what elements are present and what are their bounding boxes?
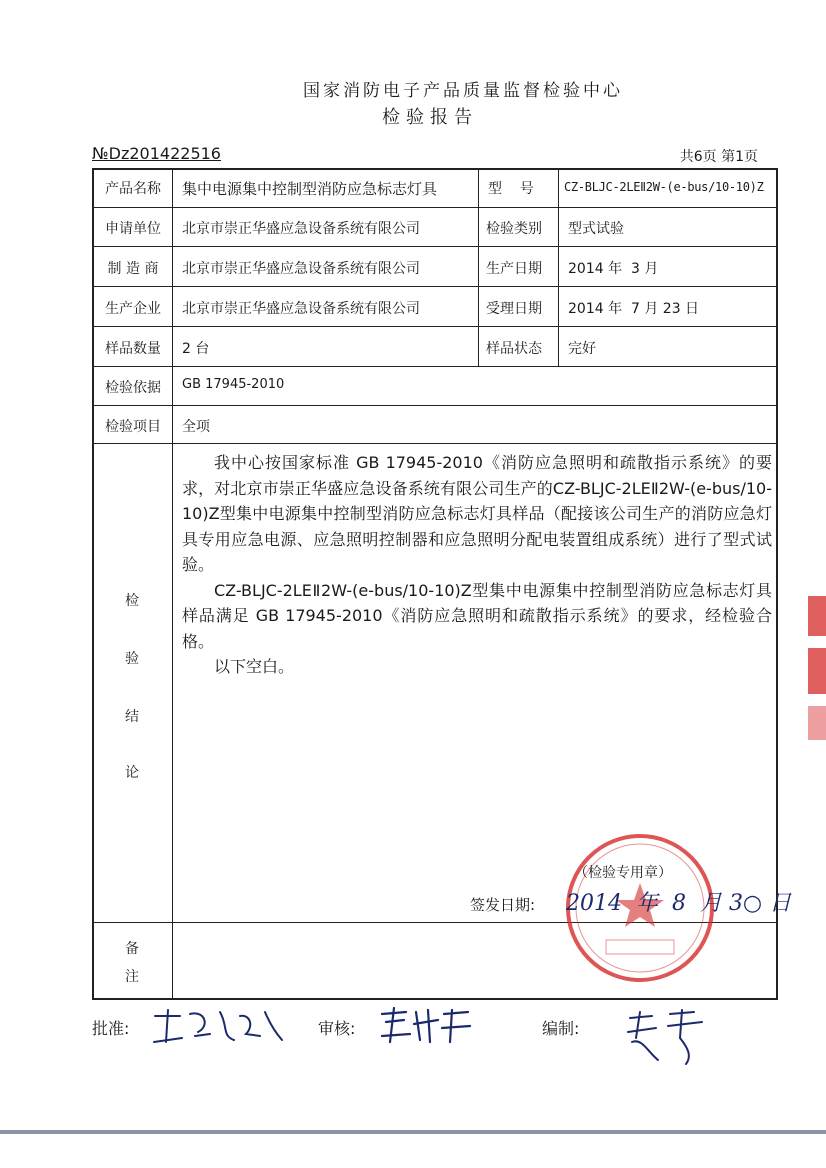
conclusion-label-char: 结	[125, 709, 139, 725]
issuing-organization: 国家消防电子产品质量监督检验中心	[303, 81, 623, 101]
edge-seal-fragment	[808, 648, 826, 694]
applicant-value: 北京市崇正华盛应急设备系统有限公司	[182, 221, 420, 237]
sample-status-value: 完好	[568, 341, 596, 357]
approve-label: 批准:	[92, 1019, 130, 1038]
conclusion-text	[182, 450, 772, 680]
manufacturer-value: 北京市崇正华盛应急设备系统有限公司	[182, 261, 420, 277]
producer-value: 北京市崇正华盛应急设备系统有限公司	[182, 301, 420, 317]
remarks-label-char: 注	[125, 969, 139, 985]
document-title: 检验报告	[382, 107, 478, 128]
conclusion-label-char: 论	[125, 765, 139, 781]
seal-caption: （检验专用章）	[574, 865, 672, 881]
row-divider	[92, 405, 778, 406]
production-date-value: 2014 年 3 月	[568, 261, 659, 277]
model-label: 型 号	[488, 181, 534, 197]
conclusion-paragraph: 我中心按国家标准 GB 17945-2010《消防应急照明和疏散指示系统》的要求，对北京市崇正华盛应急设备系统有限公司生产的CZ-BLJC-2LEⅡ2W-(e-bus/10-10)Z型集中电源集中控制型消防应急标志灯具样品（配接该公司生产的消防应急灯具专用应急电源、应急照明控制器和应急照明分配电装置组成系统）进行了型式试验。	[182, 453, 772, 574]
sample-qty-value: 2 台	[182, 341, 210, 357]
items-value: 全项	[182, 419, 210, 435]
conclusion-label-char: 验	[125, 651, 139, 667]
reviewer-signature	[376, 1006, 476, 1046]
sample-qty-label: 样品数量	[105, 341, 161, 357]
scan-edge-line	[0, 1130, 826, 1134]
applicant-label: 申请单位	[105, 221, 161, 237]
production-date-label: 生产日期	[486, 261, 542, 277]
column-divider	[558, 168, 559, 366]
sign-date-label: 签发日期:	[470, 896, 536, 914]
edge-seal-fragment	[808, 596, 826, 636]
page-info: 共6页 第1页	[679, 149, 758, 165]
compiler-signature	[622, 1008, 712, 1068]
producer-label: 生产企业	[105, 301, 161, 317]
row-divider	[92, 443, 778, 444]
edge-seal-fragment	[808, 706, 826, 740]
basis-label: 检验依据	[105, 380, 161, 396]
items-label: 检验项目	[105, 419, 161, 435]
test-type-value: 型式试验	[568, 221, 624, 237]
sign-date-handwritten: 2014 年 8 月 3○ 日	[566, 891, 792, 916]
remarks-label-char: 备	[125, 941, 139, 957]
sample-status-label: 样品状态	[486, 341, 542, 357]
row-divider	[92, 326, 778, 327]
row-divider	[92, 246, 778, 247]
product-name-label: 产品名称	[105, 181, 161, 197]
acceptance-date-value: 2014 年 7 月 23 日	[568, 301, 700, 317]
acceptance-date-label: 受理日期	[486, 301, 542, 317]
model-value: CZ-BLJC-2LEⅡ2W-(e-bus/10-10)Z	[564, 180, 764, 194]
row-divider	[92, 366, 778, 367]
compile-label: 编制:	[542, 1019, 580, 1038]
row-divider	[92, 286, 778, 287]
conclusion-label-char: 检	[125, 593, 139, 609]
column-divider	[172, 168, 173, 1000]
basis-value: GB 17945-2010	[182, 377, 285, 392]
row-divider	[92, 207, 778, 208]
test-type-label: 检验类别	[486, 221, 542, 237]
column-divider	[478, 168, 479, 366]
report-number: №Dz201422516	[92, 144, 221, 163]
approver-signature	[150, 1006, 290, 1046]
product-name-value: 集中电源集中控制型消防应急标志灯具	[182, 180, 438, 198]
conclusion-paragraph: 以下空白。	[214, 657, 295, 676]
conclusion-paragraph: CZ-BLJC-2LEⅡ2W-(e-bus/10-10)Z型集中电源集中控制型消防应急标志灯具样品满足 GB 17945-2010《消防应急照明和疏散指示系统》的要求，经检验合格。	[182, 580, 772, 651]
review-label: 审核:	[318, 1019, 356, 1038]
manufacturer-label: 制 造 商	[107, 261, 159, 277]
